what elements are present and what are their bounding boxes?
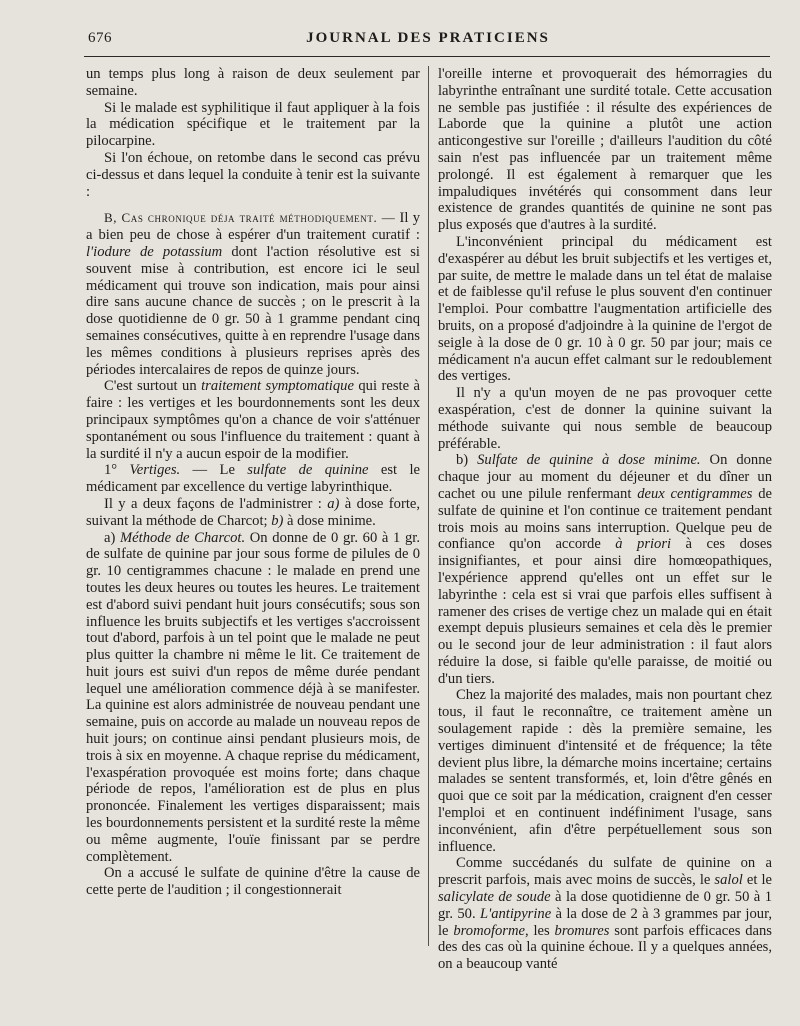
italic-run: salol [714, 872, 743, 889]
page-header [88, 30, 768, 52]
paragraph: l'oreille interne et provoquerait des hémorragies du labyrinthe entraînant une surdité totale. Cette accusation ne semble pas justifiée : il résulte des expériences de Laborde que la quinine a plutôt une action anticongestive sur l'oreille ; d'ailleurs l'audition du côté sain n'est pas influencée par un traitement même prolongé. Il est également à remarquer que les impaludiques invétérés qui consomment dans leur existence de grandes quantités de quinine ne sont pas plus exposés que d'autres à la surdité. [438, 66, 772, 234]
column-divider [428, 66, 429, 946]
left-column [86, 66, 420, 899]
text-run: à la dose de 2 à 3 grammes par jour, le [438, 905, 772, 939]
paragraph [438, 452, 772, 687]
text-run: à dose minime. [283, 512, 376, 529]
italic-run: a) [327, 495, 340, 512]
text-run: de sulfate de quinine et l'on continue ce traitement pendant trois mois au moins sans interruption. Quelque peu de confiance qu'on accorde [438, 485, 772, 553]
header-rule [84, 56, 770, 57]
paragraph: Si le malade est syphilitique il faut appliquer à la fois la médication spécifique et le traitement par la pilocarpine. [86, 99, 420, 150]
italic-run: l'iodure de potassium [86, 243, 223, 260]
paragraph: On a accusé le sulfate de quinine d'être la cause de cette perte de l'audition ; il congestionnerait [86, 865, 420, 899]
italic-run: L'antipyrine [479, 905, 552, 922]
text-run: est le médicament par excellence du vertige labyrinthique. [86, 462, 421, 496]
text-run: à la dose quotidienne de 0 gr. 50 à 1 gr. 50. [438, 889, 772, 922]
text-run: sont parfois efficaces dans des des cas où la quinine échoue. Il y a quelques années, on a beaucoup vanté [438, 922, 772, 973]
text-run: C'est surtout un [104, 378, 202, 395]
paragraph: Chez la majorité des malades, mais non pourtant chez tous, il faut le reconnaître, ce traitement amène un soulagement rapide : dès la première semaine, les vertiges diminuent d'intensité et de fréquence; la tête devient plus libre, la démarche moins incertaine; certains malades se sentent transformés, et, loin d'être gênés en quoi que ce soit par la médication, craignent d'en cesser l'emploi et en continuent indéfiniment l'usage, sans inconvénient, afin d'être perpétuellement sous son influence. [438, 687, 772, 855]
paragraph: Si l'on échoue, on retombe dans le second cas prévu ci-dessus et dans lequel la conduite à tenir est la suivante : [86, 149, 420, 200]
italic-run: Vertiges. [129, 462, 181, 479]
paragraph [86, 496, 420, 530]
text-run: Comme succédanés du sulfate de quinine on a prescrit parfois, mais avec moins de succès, le [438, 855, 772, 889]
text-run: à ces doses insignifiantes, et pour ainsi dire homœopathiques, l'expérience apprend qu'elles ont un effet sur le labyrinthe : cela est si vrai que parfois elles suffisent à ramener des crises de vertige chez un malade qui en était exempt depuis plusieurs semaines et cela dès le premier ou le second jour de leur administration : il faut alors réduire la dose, si faible qu'elle paraisse, de moitié ou d'un tiers. [438, 536, 772, 687]
text-run: On donne chaque jour au moment du déjeuner et du dîner un cachet ou une pilule renfermant [438, 452, 772, 502]
text-run: dont l'action résolutive est si souvent mise à contribution, est encore ici le seul médicament qui trouve son indication, mais pour ainsi dire sans aucune chance de succès ; on le prescrit à la dose quotidienne de 0 gr. 50 à 1 gramme pendant cinq semaines consécutives, quitte à en reprendre l'usage dans les mêmes conditions à plusieurs reprises après des périodes intercalaires de repos de quinze jours. [86, 243, 420, 378]
italic-run: traitement symptomatique [201, 378, 354, 395]
italic-run: sulfate de quinine [247, 462, 369, 479]
text-run: On donne de 0 gr. 60 à 1 gr. de sulfate de quinine par jour sous forme de pilules de 0 gr. 10 centigrammes chacune : le malade en prend une toutes les deux heures ou toutes les heures. Le traitement est d'abord suivi pendant huit jours consécutifs; sous son influence les bruits subjectifs et les vertiges s'accroissent tout d'abord, parfois à un tel point que le malade ne peut plus quitter la chambre ni même le lit. Ce traitement de huit jours est suivi d'un repos de même durée pendant lequel une amélioration commence déjà à se manifester. La quinine est alors administrée de nouveau pendant une semaine, puis on accorde au malade un nouveau repos de huit jours; on continue ainsi pendant plusieurs mois, de trois à six en moyenne. A chaque reprise du médicament, l'exaspération provoquée est moins forte; dans chaque période de repos, l'amélioration est de plus en plus prononcée. Finalement les vertiges disparaissent; mais les bourdonnements persistent et la surdité reste la même ou même augmente, l'ouïe finissant par se perdre complètement. [86, 529, 420, 865]
paragraph: un temps plus long à raison de deux seulement par semaine. [86, 66, 420, 99]
text-run: b) [456, 452, 478, 469]
text-run: qui reste à faire : les vertiges et les bourdonnements sont les deux principaux symptômes qu'on a chance de voir s'atténuer spontanément ou sous l'influence du traitement : quant à la surdité il n'y a aucun espoir de la modifier. [86, 378, 420, 462]
paragraph: L'inconvénient principal du médicament est d'exaspérer au début les bruit subjectifs et les vertiges et, par suite, de mettre le malade dans un tel état de malaise et de faiblesse qu'il refuse le plus souvent d'en continuer l'emploi. Pour combattre l'augmentation artificielle des bruits, on a proposé d'adjoindre à la quinine de l'ergot de seigle à la dose de 0 gr. 10 à 0 gr. 50 par jour; mais ce médicament n'a aucun effet calmant sur le redoublement des vertiges. [438, 233, 772, 385]
paragraph [86, 462, 420, 496]
text-run: a) [104, 529, 120, 546]
paragraph: Il n'y a qu'un moyen de ne pas provoquer cette exaspération, c'est de donner la quinine suivant la méthode suivante qui nous semble de beaucoup préférable. [438, 385, 772, 452]
paragraph [86, 530, 420, 866]
text-run: et le [742, 872, 772, 889]
text-run: Il y a deux façons de l'administrer : [104, 495, 328, 512]
italic-run: Méthode de Charcot. [120, 529, 246, 546]
text-run: , les [525, 922, 555, 939]
text-run: Il y a bien peu de chose à espérer d'un traitement curatif : [86, 210, 420, 244]
page-number: 676 [88, 30, 112, 46]
text-run: 1° [104, 462, 130, 479]
paragraph [86, 378, 420, 462]
italic-run: salicylate de soude [438, 889, 551, 906]
paragraph [438, 855, 772, 973]
section-heading: B, Cas chronique déja traité méthodiquement. — [104, 210, 396, 226]
italic-run: Sulfate de quinine à dose minime. [477, 452, 701, 469]
italic-run: à priori [615, 536, 672, 553]
right-column [438, 66, 772, 973]
running-title: JOURNAL DES PRATICIENS [306, 30, 550, 46]
text-run: à dose forte, suivant la méthode de Charcot; [86, 495, 420, 529]
italic-run: bromures [554, 922, 610, 939]
section-paragraph [86, 210, 420, 378]
italic-run: bromoforme [453, 922, 525, 939]
italic-run: deux centigrammes [637, 485, 753, 502]
text-run: — Le [180, 462, 248, 479]
italic-run: b) [271, 512, 284, 529]
